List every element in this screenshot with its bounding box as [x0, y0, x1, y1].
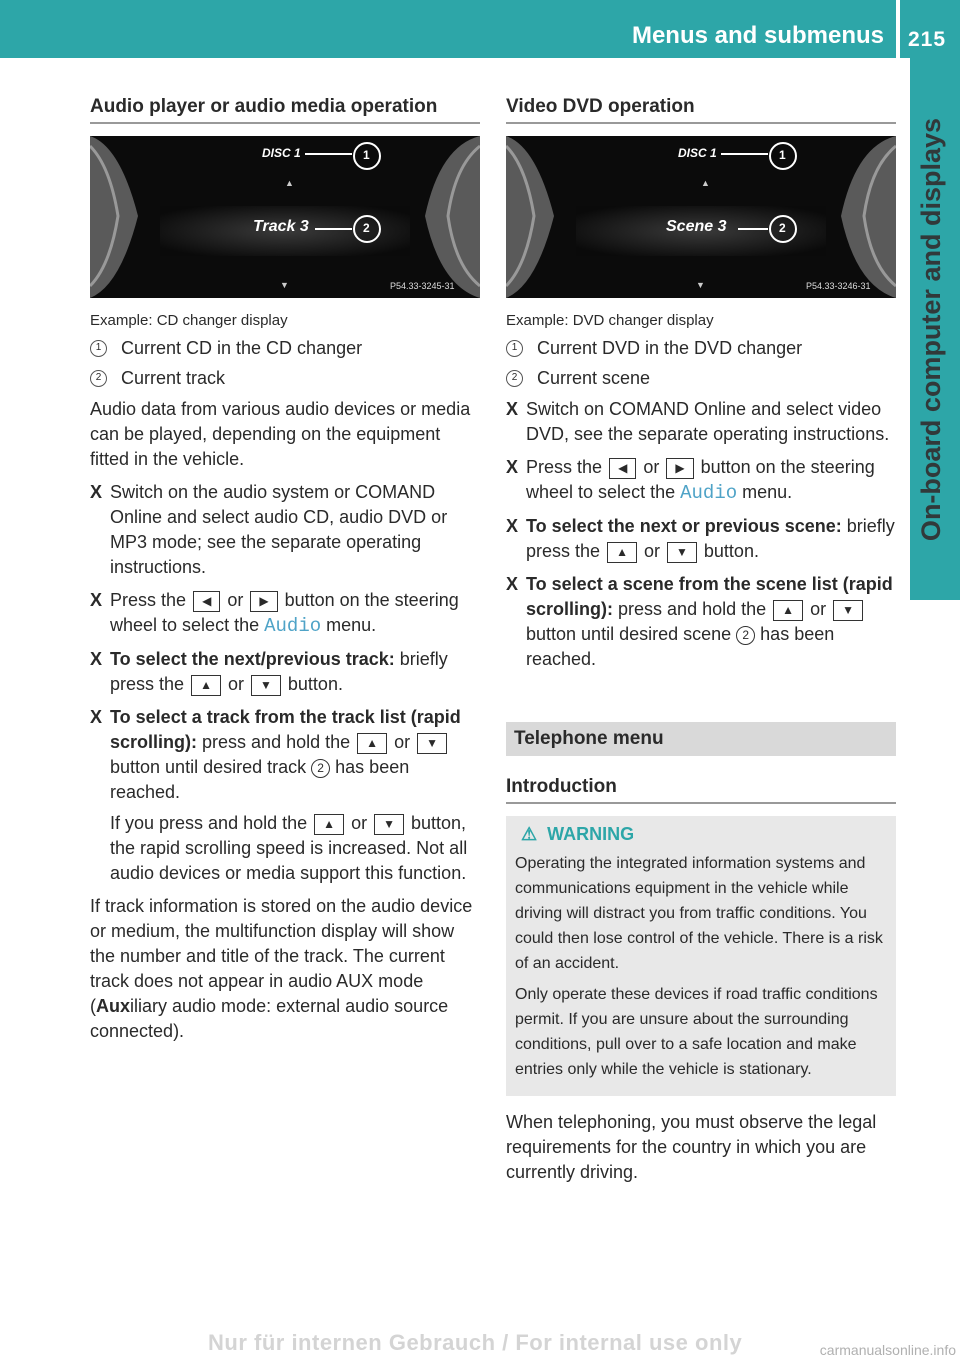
step-bullet-icon: X [506, 457, 519, 477]
note-text: button, the rapid scrolling speed is increased. Not all audio devices or media support this function. [110, 813, 468, 883]
note-text: If you press and hold the [110, 813, 308, 833]
step-text: briefly press the [110, 649, 448, 694]
up-arrow-key-icon: ▲ [773, 600, 803, 621]
marker-1: 1 [363, 148, 370, 162]
inline-number: 2 [311, 759, 330, 778]
audio-menu-label: Audio [264, 615, 322, 637]
warning-title [515, 822, 887, 847]
arrow-up-icon: ▲ [285, 178, 294, 188]
down-arrow-key-icon: ▼ [833, 600, 863, 621]
chapter-title: On-board computer and displays [916, 118, 946, 542]
step-text: button until desired scene [526, 624, 732, 644]
warning-box [506, 816, 896, 1096]
closing-paragraph: When telephoning, you must observe the legal requirements for the country in which you are currently driving. [506, 1112, 877, 1182]
legend-number: 2 [506, 370, 523, 387]
step-rapid-scroll [506, 572, 896, 672]
step-text: button on the steering wheel to select the [110, 590, 459, 635]
legend-number: 2 [90, 370, 107, 387]
step-title: To select a track from the track list (rapid scrolling): [110, 707, 461, 752]
note-text: or [351, 813, 368, 833]
cd-display-figure [90, 136, 480, 298]
display-scene-label: Scene 3 [666, 218, 727, 235]
step-bullet-icon: X [90, 707, 103, 727]
step-rapid-scroll [90, 705, 480, 886]
right-column [506, 96, 896, 1193]
marker-1: 1 [779, 148, 786, 162]
header-divider [896, 0, 900, 58]
right-heading: Video DVD operation [506, 96, 896, 124]
legend-text: Current track [121, 368, 226, 388]
step-text: press and hold the [618, 599, 767, 619]
warning-text: Only operate these devices if road traffic conditions permit. If you are unsure about the surrounding conditions, pull over to a safe location and make entries only while the vehicle is stationary. [515, 986, 878, 1078]
step-text: button on the steering wheel to select the [526, 457, 875, 502]
figure-legend [506, 335, 896, 391]
section-title: Menus and submenus [631, 22, 884, 49]
step-text: menu. [742, 482, 793, 502]
legend-item [90, 335, 480, 361]
step-bullet-icon: X [506, 399, 519, 419]
step-text: or [227, 590, 244, 610]
paragraph-text: iliary audio mode: external audio source connected). [90, 996, 449, 1041]
up-arrow-key-icon: ▲ [314, 814, 344, 835]
step-next-previous [506, 514, 896, 564]
step-bullet-icon: X [90, 590, 103, 610]
internal-use-footer: Nur für internen Gebrauch / For internal use only [208, 1330, 743, 1355]
figure-code: P54.33-3245-31 [390, 281, 455, 291]
step-text: or [394, 732, 411, 752]
legend-text: Current scene [537, 368, 651, 388]
step-note [110, 811, 480, 886]
legend-number: 1 [506, 340, 523, 357]
watermark: carmanualsonline.info [819, 1342, 956, 1358]
step-text: or [227, 674, 244, 694]
arrow-down-icon: ▼ [280, 280, 289, 290]
up-arrow-key-icon: ▲ [357, 733, 387, 754]
warning-label: WARNING [547, 824, 635, 844]
step-text: or [643, 457, 660, 477]
display-disc-label: DISC 1 [262, 146, 301, 160]
figure-caption: Example: DVD changer display [506, 312, 714, 329]
legend-number: 1 [90, 340, 107, 357]
step-text: menu. [326, 615, 377, 635]
step-text: button until desired track [110, 757, 307, 777]
dvd-display-figure [506, 136, 896, 298]
down-arrow-key-icon: ▼ [417, 733, 447, 754]
step-title: To select the next or previous scene: [526, 516, 842, 536]
chapter-tab [910, 58, 960, 600]
left-heading: Audio player or audio media operation [90, 96, 480, 124]
step-text: Press the [526, 457, 603, 477]
marker-2: 2 [779, 221, 786, 235]
legend-item [506, 365, 896, 391]
down-arrow-key-icon: ▼ [374, 814, 404, 835]
step-bullet-icon: X [506, 574, 519, 594]
step-next-previous [90, 647, 480, 697]
step-text: button. [287, 674, 343, 694]
page-number: 215 [908, 28, 947, 51]
step-bullet-icon: X [506, 516, 519, 536]
step-text: button. [703, 541, 759, 561]
figure-caption: Example: CD changer display [90, 312, 288, 329]
display-illustration [90, 136, 480, 298]
step-text: or [643, 541, 660, 561]
up-arrow-key-icon: ▲ [607, 542, 637, 563]
step-text: Press the [110, 590, 187, 610]
arrow-up-icon: ▲ [701, 178, 710, 188]
paragraph-text: If track information is stored on the audio device or medium, the multifunction display will show the number and title of the track. The current track does not appear in audio AUX mode ( [90, 896, 473, 1016]
step-text: briefly press the [526, 516, 895, 561]
down-arrow-key-icon: ▼ [251, 675, 281, 696]
audio-menu-label: Audio [680, 482, 738, 504]
step-switch-on [90, 480, 480, 580]
display-illustration [506, 136, 896, 298]
down-arrow-key-icon: ▼ [667, 542, 697, 563]
left-arrow-key-icon: ◀ [609, 458, 636, 479]
step-bullet-icon: X [90, 482, 103, 502]
step-text: or [810, 599, 827, 619]
intro-paragraph: Audio data from various audio devices or media can be played, depending on the equipment fitted in the vehicle. [90, 399, 471, 469]
step-text: Switch on COMAND Online and select video DVD, see the separate operating instructions. [526, 399, 890, 444]
step-title: To select a scene from the scene list (rapid scrolling): [526, 574, 893, 619]
introduction-heading: Introduction [506, 776, 896, 804]
right-arrow-key-icon: ▶ [666, 458, 693, 479]
step-text: has been reached. [110, 757, 410, 802]
left-arrow-key-icon: ◀ [193, 591, 220, 612]
telephone-menu-heading: Telephone menu [506, 722, 896, 756]
left-column [90, 96, 480, 1052]
step-text: Switch on the audio system or COMAND Online and select audio CD, audio DVD or MP3 mode; see the separate operating instructions. [110, 482, 448, 577]
step-text: press and hold the [202, 732, 351, 752]
aux-bold: Aux [96, 996, 131, 1016]
marker-2: 2 [363, 221, 370, 235]
step-select-menu [90, 588, 480, 639]
figure-legend [90, 335, 480, 391]
legend-text: Current CD in the CD changer [121, 338, 363, 358]
display-disc-label: DISC 1 [678, 146, 717, 160]
step-switch-on [506, 397, 896, 447]
warning-text: Operating the integrated information systems and communications equipment in the vehicle while driving will distract you from traffic conditions. You could then lose control of the vehicle. There is a risk of an accident. [515, 855, 883, 972]
legend-text: Current DVD in the DVD changer [537, 338, 803, 358]
legend-item [90, 365, 480, 391]
step-bullet-icon: X [90, 649, 103, 669]
right-arrow-key-icon: ▶ [250, 591, 277, 612]
legend-item [506, 335, 896, 361]
display-track-label: Track 3 [253, 218, 309, 235]
warning-triangle-icon: ⚠ [521, 824, 538, 844]
step-title: To select the next/previous track: [110, 649, 395, 669]
inline-number: 2 [736, 626, 755, 645]
figure-code: P54.33-3246-31 [806, 281, 871, 291]
track-info-paragraph [90, 894, 480, 1044]
step-select-menu [506, 455, 896, 506]
header-bar [0, 0, 960, 58]
arrow-down-icon: ▼ [696, 280, 705, 290]
step-text: has been reached. [526, 624, 835, 669]
up-arrow-key-icon: ▲ [191, 675, 221, 696]
